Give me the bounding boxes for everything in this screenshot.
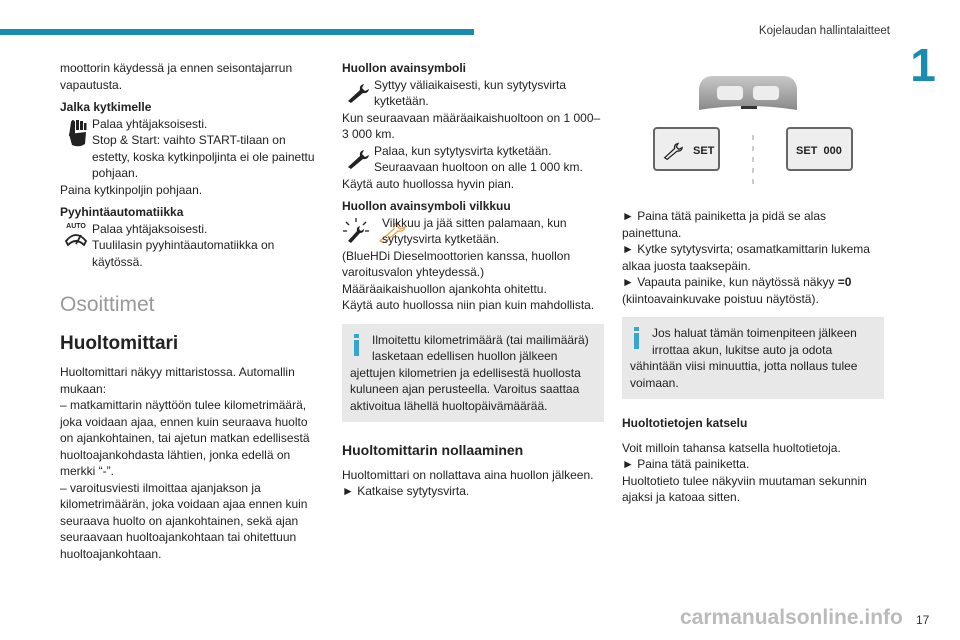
view-line1: Voit milloin tahansa katsella huoltotietoja. [622, 440, 841, 455]
key-line3: Palaa, kun sytytysvirta kytketään. Seuraavaan huoltoon on alle 1 000 km. [374, 143, 583, 174]
auto-wiper-icon [60, 221, 92, 247]
service-body1: Huoltomittari näkyy mittaristossa. Automallin mukaan: [60, 365, 295, 396]
key-line4: Käytä auto huollossa hyvin pian. [342, 176, 515, 191]
foot-clutch-line3: Paina kytkinpoljin pohjaan. [60, 182, 203, 197]
view-heading: Huoltotietojen katselu [622, 416, 748, 430]
wiper-line2: Tuulilasin pyyhintäautomatiikka on käytössä. [92, 238, 275, 269]
info-box-text-1: Ilmoitettu kilometrimäärä (tai mailimäärä) lasketaan edellisen huollon jälkeen [372, 332, 589, 363]
key-line2: Kun seuraavaan määräaikaishuoltoon on 1 000–3 000 km. [342, 110, 601, 141]
wrench-icon-2 [342, 143, 374, 169]
reset-step1: ► Paina tätä painiketta ja pidä se alas painettuna. [622, 209, 827, 240]
blink-line1: Vilkkuu ja jää sitten palamaan, kun sytytysvirta kytketään. [382, 215, 567, 246]
wiper-row [60, 221, 322, 271]
wiper-heading: Pyyhintäautomatiikka [60, 205, 184, 219]
info-box-text-2: ajettujen kilometrien ja edellisestä huollosta kuluneen ajan perusteella. Varoitus saattaa aktivoitua lähellä huoltopäivämäärää. [350, 365, 581, 413]
auto-wiper-label: AUTO [66, 222, 86, 230]
column-3 [622, 208, 884, 506]
reset-heading: Huoltomittarin nollaaminen [342, 442, 524, 458]
page-header-title: Kojelaudan hallintalaitteet [758, 25, 890, 37]
key-line1: Syttyy väliaikaisesti, kun sytytysvirta kytketään. [374, 77, 567, 108]
section-title: Osoittimet [60, 293, 155, 316]
wiper-line1: Palaa yhtäjaksoisesti. [92, 221, 208, 236]
blink-line2: (BlueHDi Dieselmoottorien kanssa, huollon varoitusvalon yhteydessä.) [342, 248, 571, 279]
foot-clutch-line1: Palaa yhtäjaksoisesti. [92, 116, 208, 131]
info-box-2 [622, 317, 884, 399]
foot-clutch-line2: Stop & Start: vaihto START-tilaan on estetty, koska kytkinpoljinta ei ole painettu pohjaan. [92, 133, 315, 180]
wrench-outline-icon [663, 142, 683, 160]
info-box [342, 324, 604, 423]
watermark: carmanualsonline.info [680, 606, 903, 629]
blink-row [342, 215, 604, 248]
foot-clutch-row [60, 116, 322, 182]
key-row-2 [342, 143, 604, 176]
divider-dashed [750, 135, 756, 185]
reset-step2: ► Kytke sytytysvirta; osamatkamittarin lukema alkaa juosta taaksepäin. [622, 242, 870, 273]
column-2 [342, 60, 604, 500]
service-body3: – varoitusviesti ilmoittaa ajanjakson ja kilometrimäärän, joka voidaan ajaa ennen kuin seuraava huolto on ajankohtainen, sekä ajan seuraavaan huoltoajankohtaan tai ohitettuun huoltoajankohtaan. [60, 480, 308, 561]
key-row [342, 77, 604, 110]
column-1 [60, 60, 322, 562]
blink-line4: Käytä auto huollossa niin pian kuin mahdollista. [342, 298, 595, 312]
view-line3: Huoltotieto tulee näkyviin muutaman sekunnin ajaksi ja katoaa sitten. [622, 473, 867, 504]
chapter-number: 1 [910, 39, 936, 91]
blink-line3: Määräaikaishuollon ajankohta ohitettu. [342, 281, 547, 296]
set-button-illustration [653, 127, 720, 171]
wrench-icon [342, 77, 374, 103]
reset-line2: ► Katkaise sytytysvirta. [342, 484, 470, 498]
instrument-panel-illustration [697, 72, 799, 114]
blink-heading: Huollon avainsymboli vilkkuu [342, 199, 511, 213]
key-heading: Huollon avainsymboli [342, 61, 467, 75]
service-body2: – matkamittarin näyttöön tulee kilometrimäärä, joka voidaan ajaa, ennen kuin seuraava huolto on ajankohtainen, tai ajetun matkan edellisestä huoltoajankohdasta lähtien, jonka edellä on merkki “-”. [60, 398, 310, 478]
reset-line1: Huoltomittari on nollattava aina huollon jälkeen. [342, 467, 594, 482]
intro-text: moottorin käydessä ja ennen seisontajarrun vapautusta. [60, 61, 293, 92]
info-box-2-text-2: vähintään viisi minuuttia, jotta nollaus tulee voimaan. [630, 359, 858, 390]
info-icon-2 [634, 327, 639, 349]
service-indicator-heading: Huoltomittari [60, 333, 179, 354]
info-icon [354, 334, 359, 356]
header-accent-bar [0, 29, 474, 35]
set-display-label: SET 000 [796, 145, 842, 157]
page-number: 17 [916, 613, 930, 627]
reset-step3: ► Vapauta painike, kun näytössä näkyy =0 (kiintoavainkuvake poistuu näytöstä). [622, 275, 852, 306]
foot-clutch-heading: Jalka kytkimelle [60, 100, 152, 114]
view-line2: ► Paina tätä painiketta. [622, 457, 750, 471]
set-display-illustration [786, 127, 853, 171]
info-box-2-text-1: Jos haluat tämän toimenpiteen jälkeen irrottaa akun, lukitse auto ja odota [652, 326, 857, 357]
set-label: SET [693, 145, 715, 157]
